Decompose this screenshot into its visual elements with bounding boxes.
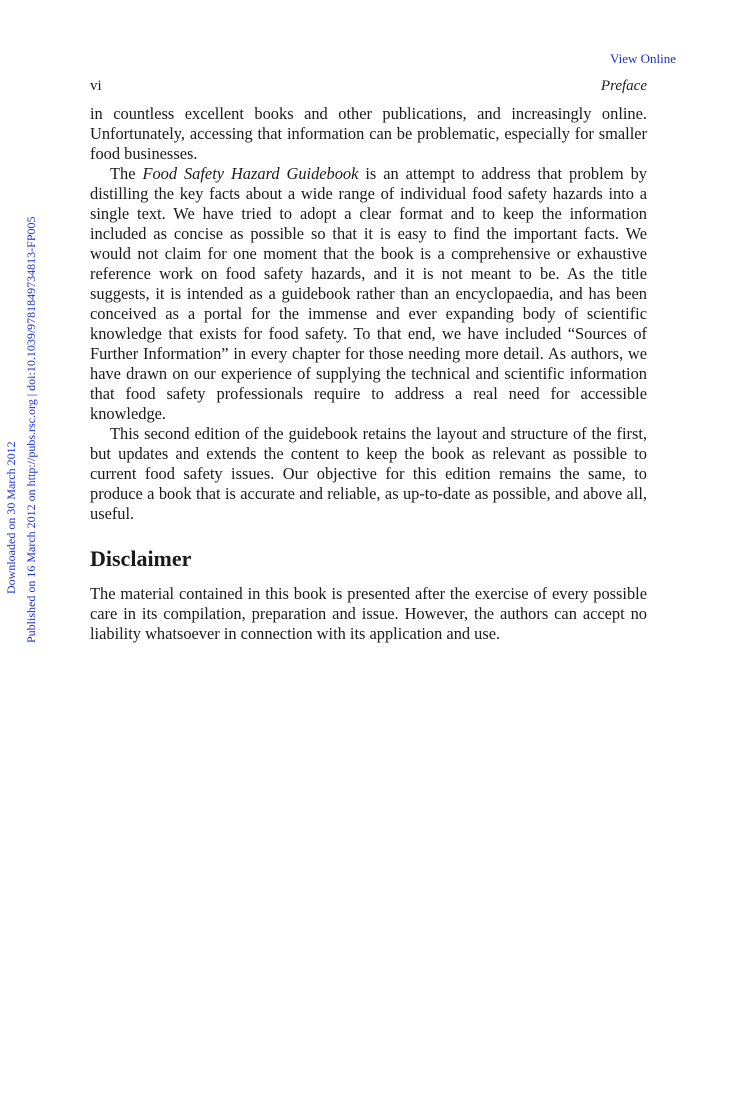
preface-body <box>90 104 647 524</box>
paragraph-2-rest: is an attempt to address that problem by distilling the key facts about a wide range of individual food safety hazards into a single text. We have tried to adopt a clear format and to keep the information included as concise as possible so that it is easy to find the important facts. We would not claim for one moment that the book is a comprehensive or exhaustive reference work on food safety hazards, and it is not meant to be. As the title suggests, it is intended as a guidebook rather than an encyclopaedia, and has been conceived as a portal for the immense and ever expanding body of scientific knowledge that exists for food safety. To that end, we have included “Sources of Further Information” in every chapter for those needing more detail. As authors, we have drawn on our experience of supplying the technical and scientific information that food safety professionals require to address a real need for accessible knowledge. <box>90 164 647 423</box>
view-online-link[interactable]: View Online <box>609 51 676 66</box>
downloaded-date-link[interactable]: Downloaded on 30 March 2012 <box>4 441 18 594</box>
disclaimer-heading: Disclaimer <box>90 546 192 571</box>
paragraph-2-lead: The <box>110 164 143 183</box>
section-name: Preface <box>600 78 647 94</box>
published-doi-link[interactable]: Published on 16 March 2012 on http://pubs.rsc.org | doi:10.1039/9781849734813-FP005 <box>24 216 38 643</box>
paragraph-1: in countless excellent books and other publications, and increasingly online. Unfortunately, accessing that information can be problematic, especially for smaller food businesses. <box>90 104 647 163</box>
book-title: Food Safety Hazard Guidebook <box>142 164 359 183</box>
paragraph-3: This second edition of the guidebook retains the layout and structure of the first, but updates and extends the content to keep the book as relevant as possible to current food safety issues. Our objective for this edition remains the same, to produce a book that is accurate and reliable, as up-to-date as possible, and above all, useful. <box>90 424 647 523</box>
disclaimer-text: The material contained in this book is presented after the exercise of every possible care in its compilation, preparation and issue. However, the authors can accept no liability whatsoever in connection with its application and use. <box>90 584 647 643</box>
page-number: vi <box>90 78 102 94</box>
running-head <box>90 77 647 95</box>
paragraph-2 <box>90 164 647 424</box>
side-margin-links <box>0 0 40 1106</box>
